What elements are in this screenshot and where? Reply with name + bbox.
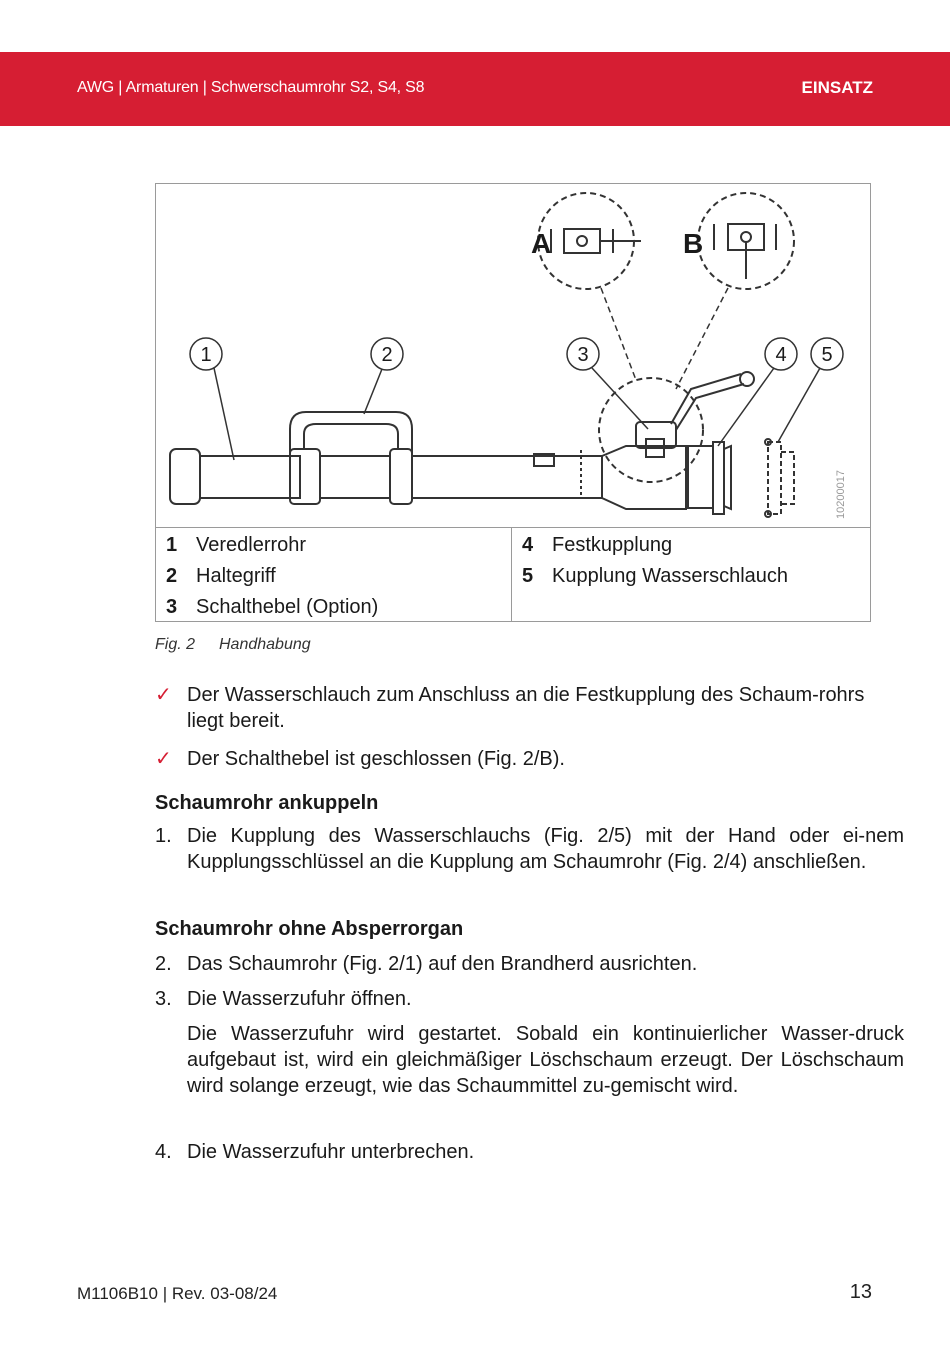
legend-label: Veredlerrohr [196,534,307,556]
step-item [155,823,904,875]
callout-2: 2 [381,344,393,366]
footer-doc-ref: M1106B10 | Rev. 03-08/24 [77,1284,278,1303]
step-text: Die Wasserzufuhr unterbrechen. [187,1141,475,1163]
callout-1: 1 [200,344,212,366]
step-text: Die Kupplung des Wasserschlauchs (Fig. 2/5) mit der Hand oder ei-nem Kupplungsschlüssel an die Kupplung am Schaumrohr (Fig. 2/4) anschließen. [187,825,904,873]
figure-handling [155,183,871,622]
step-text: Das Schaumrohr (Fig. 2/1) auf den Brandherd ausrichten. [187,953,698,975]
legend-item [522,564,788,588]
step-item [155,951,904,977]
step-number: 2. [155,953,172,975]
legend-label: Festkupplung [552,534,673,556]
prerequisite-text: Der Wasserschlauch zum Anschluss an die Festkupplung des Schaum-rohrs liegt bereit. [187,684,865,732]
result-text: Die Wasserzufuhr wird gestartet. Sobald ein kontinuierlicher Wasser-druck aufgebaut ist, wird ein gleichmäßiger Löschschaum erzeugt. Der Löschschaum wird solange erzeugt, wie das Schaummittel zu-gemischt wird. [187,1023,904,1097]
image-code: 10200017 [835,470,847,519]
legend-number: 1 [166,534,178,556]
callout-5: 5 [821,344,833,366]
legend-column-left [156,528,512,622]
step-number: 1. [155,825,172,847]
legend-number: 4 [522,534,534,556]
step-item [155,1139,904,1165]
section-heading: Schaumrohr ankuppeln [155,792,379,814]
legend-label: Haltegriff [196,565,276,587]
step-result [155,1021,904,1099]
legend-label: Schalthebel (Option) [196,596,379,618]
prerequisite-item [155,746,904,772]
prerequisite-item [155,682,904,734]
legend-number: 2 [166,565,178,587]
legend-item [166,595,378,619]
step-number: 4. [155,1141,172,1163]
legend-number: 3 [166,596,178,618]
caption-text: Handhabung [219,636,311,653]
legend-number: 5 [522,565,534,587]
page-number: 13 [849,1281,872,1303]
step-number: 3. [155,988,172,1010]
legend-label: Kupplung Wasserschlauch [552,565,789,587]
figure-caption [155,636,311,654]
figure-legend [156,527,870,622]
section-heading: Schaumrohr ohne Absperrorgan [155,918,464,940]
legend-item [166,564,276,588]
callout-3: 3 [577,344,589,366]
legend-column-right [512,528,870,622]
header-breadcrumb: AWG | Armaturen | Schwerschaumrohr S2, S4, S8 [77,79,425,96]
caption-label: Fig. 2 [155,636,196,653]
legend-item [166,533,306,557]
step-text: Die Wasserzufuhr öffnen. [187,988,412,1010]
page-header [0,52,950,126]
detail-a-label: A [531,228,552,259]
step-item [155,986,904,1012]
checkmark-icon: ✓ [155,684,172,706]
header-section-title: EINSATZ [801,78,873,97]
callout-4: 4 [775,344,787,366]
detail-b-label: B [683,228,704,259]
foam-pipe-illustration [156,184,870,527]
checkmark-icon: ✓ [155,748,172,770]
legend-item [522,533,672,557]
prerequisite-text: Der Schalthebel ist geschlossen (Fig. 2/B). [187,748,565,770]
